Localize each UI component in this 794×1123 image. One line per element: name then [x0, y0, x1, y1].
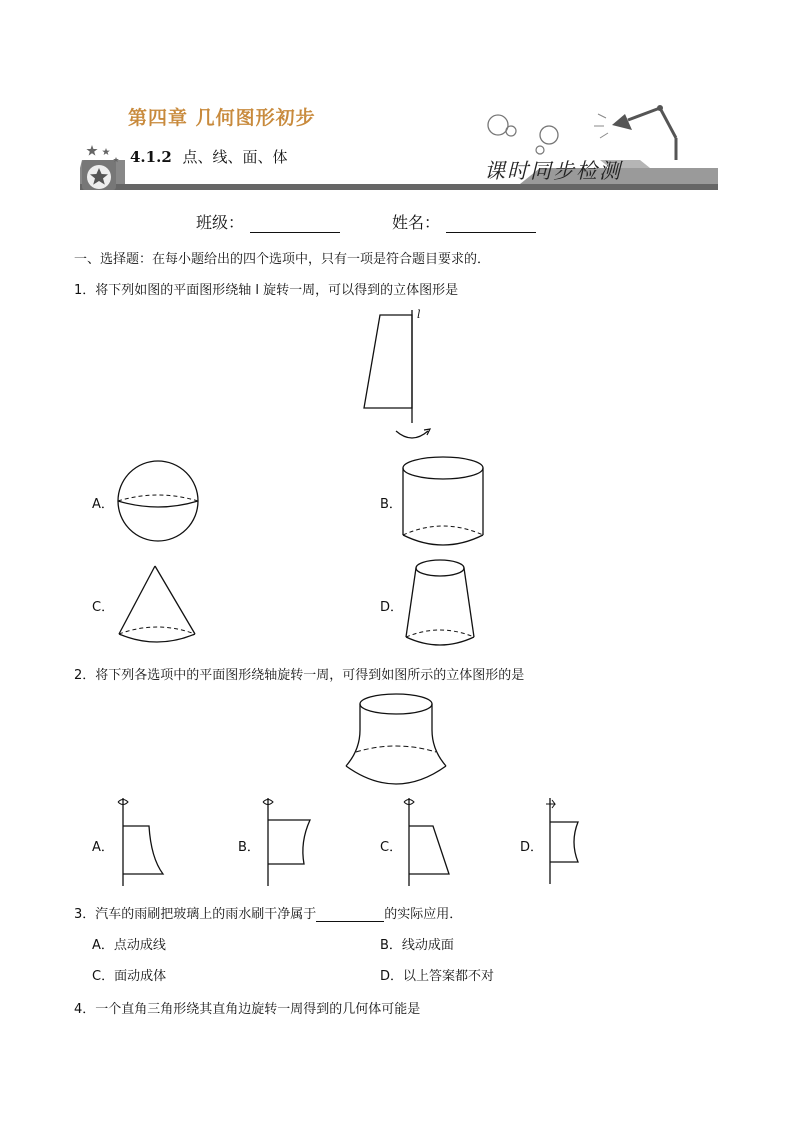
question-2-stem: 2．将下列各选项中的平面图形绕轴旋转一周，可得到如图所示的立体图形的是 [74, 668, 525, 683]
header-decoration [0, 0, 794, 200]
q3-option-c: C．面动成体 [92, 969, 167, 984]
class-field [196, 210, 340, 233]
q3-option-d: D．以上答案都不对 [380, 969, 495, 984]
q1-option-b: B． [380, 497, 402, 512]
q2-option-b: B． [238, 840, 260, 855]
class-blank [250, 216, 340, 233]
class-label: 班级： [196, 213, 245, 232]
question-3-stem-after: 的实际应用． [384, 907, 463, 922]
q1-sphere [115, 457, 215, 547]
q3-option-b: B．线动成面 [380, 938, 454, 953]
q2-shape-c [401, 798, 461, 888]
section-number: 4.1.2 [130, 148, 172, 166]
question-3-stem [74, 903, 462, 922]
q2-solid-figure [343, 690, 463, 800]
question-3-blank [316, 909, 384, 922]
question-4-stem: 4．一个直角三角形绕其直角边旋转一周得到的几何体可能是 [74, 1002, 421, 1017]
q2-shape-d [542, 798, 602, 888]
axis-label-l: l [417, 308, 421, 321]
q2-shape-b [260, 798, 320, 888]
q1-option-c: C． [92, 600, 115, 615]
q1-option-a: A． [92, 497, 114, 512]
q1-figure [360, 305, 440, 445]
q2-option-a: A． [92, 840, 114, 855]
q2-option-c: C． [380, 840, 403, 855]
section-title [130, 146, 288, 167]
question-1-stem: 1．将下列如图的平面图形绕轴 l 旋转一周，可以得到的立体图形是 [74, 283, 459, 298]
q2-option-d: D． [520, 840, 544, 855]
banner-text: 课时同步检测 [484, 159, 622, 183]
name-label: 姓名： [392, 213, 441, 232]
section-heading: 一、选择题：在每小题给出的四个选项中，只有一项是符合题目要求的． [74, 252, 491, 267]
q2-shape-a [115, 798, 175, 888]
chapter-title: 第四章 几何图形初步 [128, 107, 316, 129]
q1-cone [115, 562, 215, 662]
q1-option-d: D． [380, 600, 404, 615]
q1-frustum [402, 555, 502, 655]
name-blank [446, 216, 536, 233]
q1-cylinder [400, 455, 500, 555]
name-field [392, 210, 536, 233]
question-3-stem-before: 3．汽车的雨刷把玻璃上的雨水刷干净属于 [74, 907, 317, 922]
q3-option-a: A．点动成线 [92, 938, 166, 953]
section-name: 点、线、面、体 [182, 148, 288, 166]
